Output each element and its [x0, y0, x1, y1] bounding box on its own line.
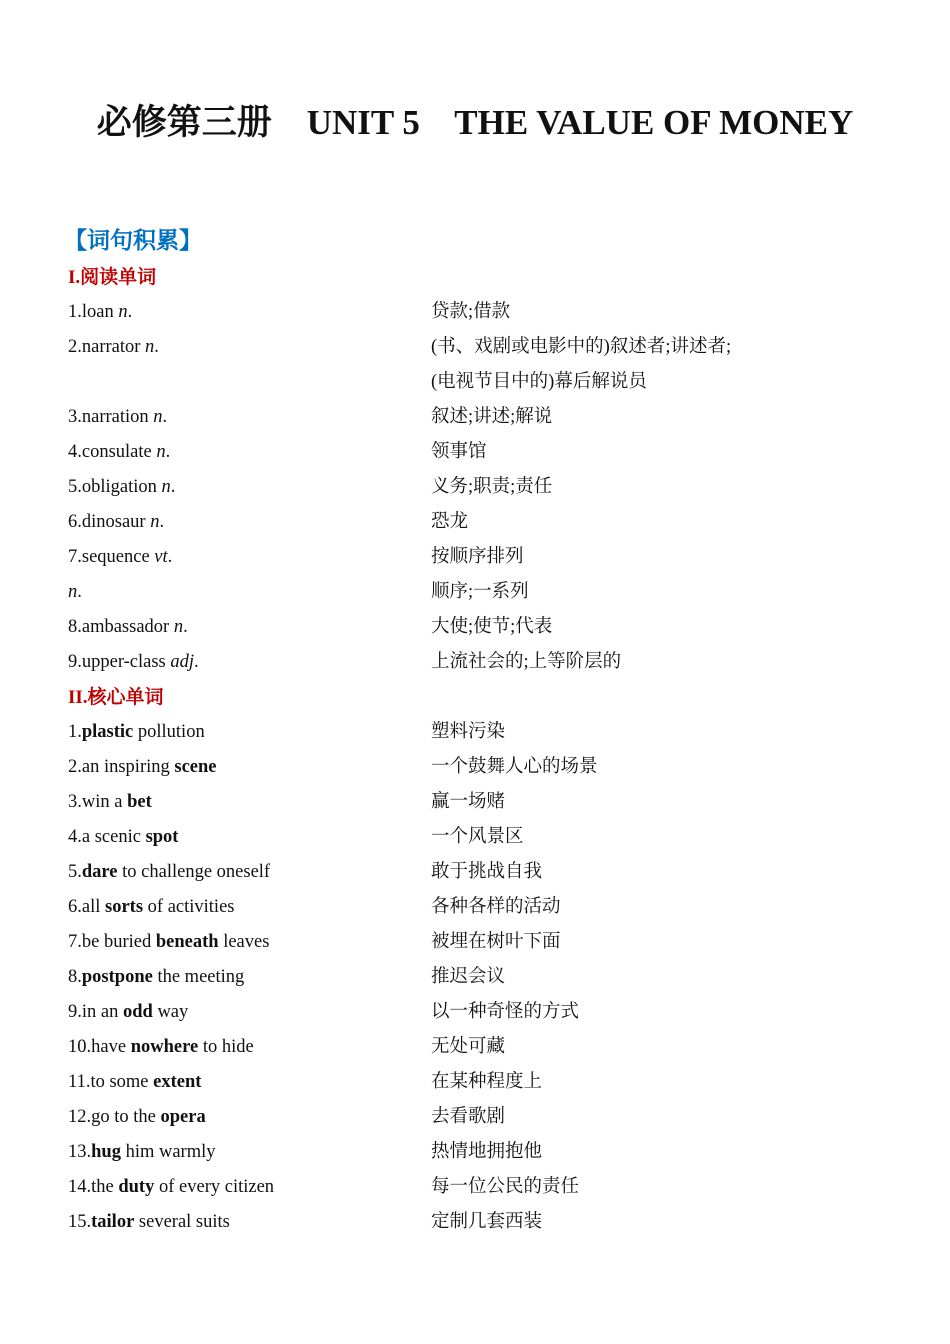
- chinese-meaning: [431, 820, 888, 855]
- term-text: 14.the: [68, 1177, 119, 1197]
- meaning-line: 热情地拥抱他: [431, 1142, 543, 1162]
- english-term: [68, 295, 431, 330]
- chinese-meaning: [431, 575, 888, 610]
- keyword: plastic: [81, 722, 134, 742]
- meaning-line: 义务;职责;责任: [431, 477, 553, 497]
- meaning-line: 定制几套西装: [431, 1212, 543, 1232]
- term-text: .: [162, 407, 168, 427]
- term-text: .: [167, 547, 173, 567]
- term-text: .: [165, 442, 171, 462]
- term-text: the meeting: [152, 967, 245, 987]
- keyword: spot: [145, 827, 179, 847]
- english-term: [68, 855, 431, 890]
- vocab-item: [68, 820, 888, 855]
- keyword: postpone: [81, 967, 153, 987]
- keyword: beneath: [155, 932, 219, 952]
- english-term: [68, 1170, 431, 1205]
- part-of-speech: n: [150, 512, 160, 532]
- term-text: 4.a scenic: [68, 827, 146, 847]
- meaning-line: 领事馆: [431, 442, 487, 462]
- term-text: 2.narrator: [68, 337, 146, 357]
- chinese-meaning: [431, 785, 888, 820]
- term-text: to hide: [198, 1037, 254, 1057]
- part-of-speech: n: [173, 617, 184, 637]
- vocab-item: [68, 855, 888, 890]
- term-text: of activities: [143, 897, 235, 917]
- vocab-item: [68, 330, 888, 400]
- chinese-meaning: [431, 645, 888, 680]
- meaning-line: 叙述;讲述;解说: [431, 407, 553, 427]
- term-text: 15.: [68, 1212, 92, 1232]
- vocab-item: [68, 505, 888, 540]
- vocab-item: [68, 995, 888, 1030]
- unit-number: UNIT 5: [306, 103, 420, 142]
- part-of-speech: n: [156, 442, 166, 462]
- page-title: [0, 95, 950, 145]
- term-text: 2.an inspiring: [68, 757, 175, 777]
- vocab-item: [68, 400, 888, 435]
- meaning-line: 无处可藏: [431, 1037, 506, 1057]
- vocab-item: [68, 1065, 888, 1100]
- meaning-line: 推迟会议: [431, 967, 506, 987]
- english-term: [68, 330, 431, 400]
- term-text: .: [159, 512, 165, 532]
- english-term: [68, 960, 431, 995]
- part-of-speech: n: [118, 302, 128, 322]
- english-term: [68, 925, 431, 960]
- meaning-line: 在某种程度上: [431, 1072, 543, 1092]
- english-term: [68, 820, 431, 855]
- chinese-meaning: [431, 1205, 888, 1240]
- chinese-meaning: [431, 1135, 888, 1170]
- unit-title: THE VALUE OF MONEY: [454, 103, 854, 142]
- term-text: 6.all: [68, 897, 105, 917]
- chinese-meaning: [431, 505, 888, 540]
- term-text: 9.in an: [68, 1002, 123, 1022]
- term-text: .: [183, 617, 188, 637]
- term-text: .: [194, 652, 199, 672]
- vocab-item: [68, 1100, 888, 1135]
- keyword: odd: [122, 1002, 153, 1022]
- vocab-item: [68, 925, 888, 960]
- english-term: [68, 505, 431, 540]
- english-term: [68, 645, 431, 680]
- english-term: [68, 610, 431, 645]
- term-text: of every citizen: [154, 1177, 275, 1197]
- term-text: 12.go to the: [68, 1107, 161, 1127]
- keyword: dare: [81, 862, 118, 882]
- term-text: 11.to some: [68, 1072, 154, 1092]
- term-text: 7.be buried: [68, 932, 156, 952]
- chinese-meaning: [431, 470, 888, 505]
- part-of-speech: n: [153, 407, 163, 427]
- part-of-speech: n: [145, 337, 155, 357]
- meaning-line: 上流社会的;上等阶层的: [431, 652, 622, 672]
- term-text: pollution: [133, 722, 205, 742]
- keyword: hug: [91, 1142, 121, 1162]
- english-term: [68, 1205, 431, 1240]
- meaning-line: 一个风景区: [431, 827, 524, 847]
- subsection-heading: II.核心单词: [68, 687, 164, 708]
- vocab-item: [68, 715, 888, 750]
- keyword: scene: [174, 757, 217, 777]
- english-term: [68, 890, 431, 925]
- meaning-line: 赢一场赌: [431, 792, 506, 812]
- chinese-meaning: [431, 890, 888, 925]
- part-of-speech: n: [68, 582, 78, 602]
- meaning-line: 去看歌剧: [431, 1107, 506, 1127]
- meaning-line: 顺序;一系列: [431, 582, 529, 602]
- meaning-line: 大使;使节;代表: [431, 617, 553, 637]
- chinese-meaning: [431, 400, 888, 435]
- term-text: 5.obligation: [68, 477, 162, 497]
- keyword: tailor: [91, 1212, 135, 1232]
- english-term: [68, 470, 431, 505]
- vocab-item: [68, 645, 888, 680]
- meaning-line: 各种各样的活动: [431, 897, 561, 917]
- meaning-line: 被埋在树叶下面: [431, 932, 561, 952]
- vocab-item: [68, 435, 888, 470]
- english-term: [68, 1030, 431, 1065]
- english-term: [68, 715, 431, 750]
- vocab-item: [68, 960, 888, 995]
- english-term: [68, 995, 431, 1030]
- meaning-line: (电视节目中的)幕后解说员: [431, 372, 647, 392]
- term-text: 7.sequence: [68, 547, 155, 567]
- vocab-item: [68, 470, 888, 505]
- term-text: him warmly: [120, 1142, 216, 1162]
- term-text: 4.consulate: [68, 442, 157, 462]
- term-text: leaves: [218, 932, 270, 952]
- book-name: 必修第三册: [96, 103, 272, 142]
- subsection-heading: I.阅读单词: [68, 267, 157, 288]
- vocab-item: [68, 575, 888, 610]
- keyword: opera: [160, 1107, 206, 1127]
- vocab-item: [68, 1135, 888, 1170]
- part-of-speech: vt: [154, 547, 168, 567]
- chinese-meaning: [431, 1065, 888, 1100]
- term-text: .: [170, 477, 176, 497]
- keyword: nowhere: [130, 1037, 199, 1057]
- chinese-meaning: [431, 295, 888, 330]
- english-term: [68, 785, 431, 820]
- meaning-line: 按顺序排列: [431, 547, 524, 567]
- vocab-item: [68, 610, 888, 645]
- chinese-meaning: [431, 1030, 888, 1065]
- vocab-item: [68, 890, 888, 925]
- term-text: several suits: [134, 1212, 230, 1232]
- term-text: 3.win a: [68, 792, 128, 812]
- chinese-meaning: [431, 540, 888, 575]
- english-term: [68, 400, 431, 435]
- part-of-speech: n: [161, 477, 171, 497]
- term-text: 13.: [68, 1142, 92, 1162]
- meaning-line: 每一位公民的责任: [431, 1177, 580, 1197]
- part-of-speech: adj: [170, 652, 195, 672]
- term-text: .: [127, 302, 133, 322]
- chinese-meaning: [431, 435, 888, 470]
- vocab-item: [68, 540, 888, 575]
- term-text: 8.ambassador: [68, 617, 174, 637]
- meaning-line: (书、戏剧或电影中的)叙述者;讲述者;: [431, 337, 732, 357]
- meaning-line: 一个鼓舞人心的场景: [431, 757, 598, 777]
- term-text: 9.upper-class: [68, 652, 171, 672]
- vocabulary-section: [64, 222, 888, 1240]
- section-header: 【词句积累】: [64, 228, 202, 253]
- keyword: extent: [153, 1072, 202, 1092]
- keyword: sorts: [105, 897, 144, 917]
- chinese-meaning: [431, 1100, 888, 1135]
- term-text: .: [77, 582, 82, 602]
- english-term: [68, 1065, 431, 1100]
- term-text: to challenge oneself: [117, 862, 271, 882]
- meaning-line: 塑料污染: [431, 722, 506, 742]
- english-term: [68, 1135, 431, 1170]
- term-text: 5.: [68, 862, 82, 882]
- chinese-meaning: [431, 925, 888, 960]
- chinese-meaning: [431, 750, 888, 785]
- term-text: 1.: [68, 722, 82, 742]
- meaning-line: 贷款;借款: [431, 302, 511, 322]
- chinese-meaning: [431, 330, 888, 400]
- chinese-meaning: [431, 855, 888, 890]
- meaning-line: 敢于挑战自我: [431, 862, 543, 882]
- chinese-meaning: [431, 1170, 888, 1205]
- vocab-item: [68, 295, 888, 330]
- english-term: [68, 435, 431, 470]
- vocab-item: [68, 750, 888, 785]
- chinese-meaning: [431, 960, 888, 995]
- term-text: 3.narration: [68, 407, 154, 427]
- chinese-meaning: [431, 715, 888, 750]
- vocab-item: [68, 1030, 888, 1065]
- english-term: [68, 1100, 431, 1135]
- english-term: [68, 750, 431, 785]
- meaning-line: 以一种奇怪的方式: [431, 1002, 580, 1022]
- english-term: [68, 575, 431, 610]
- term-text: 10.have: [68, 1037, 131, 1057]
- term-text: 6.dinosaur: [68, 512, 151, 532]
- term-text: way: [152, 1002, 189, 1022]
- vocab-item: [68, 1205, 888, 1240]
- keyword: duty: [118, 1177, 155, 1197]
- term-text: .: [154, 337, 159, 357]
- keyword: bet: [127, 792, 152, 812]
- vocab-item: [68, 785, 888, 820]
- english-term: [68, 540, 431, 575]
- term-text: 8.: [68, 967, 82, 987]
- vocab-item: [68, 1170, 888, 1205]
- term-text: 1.loan: [68, 302, 119, 322]
- meaning-line: 恐龙: [431, 512, 469, 532]
- chinese-meaning: [431, 995, 888, 1030]
- chinese-meaning: [431, 610, 888, 645]
